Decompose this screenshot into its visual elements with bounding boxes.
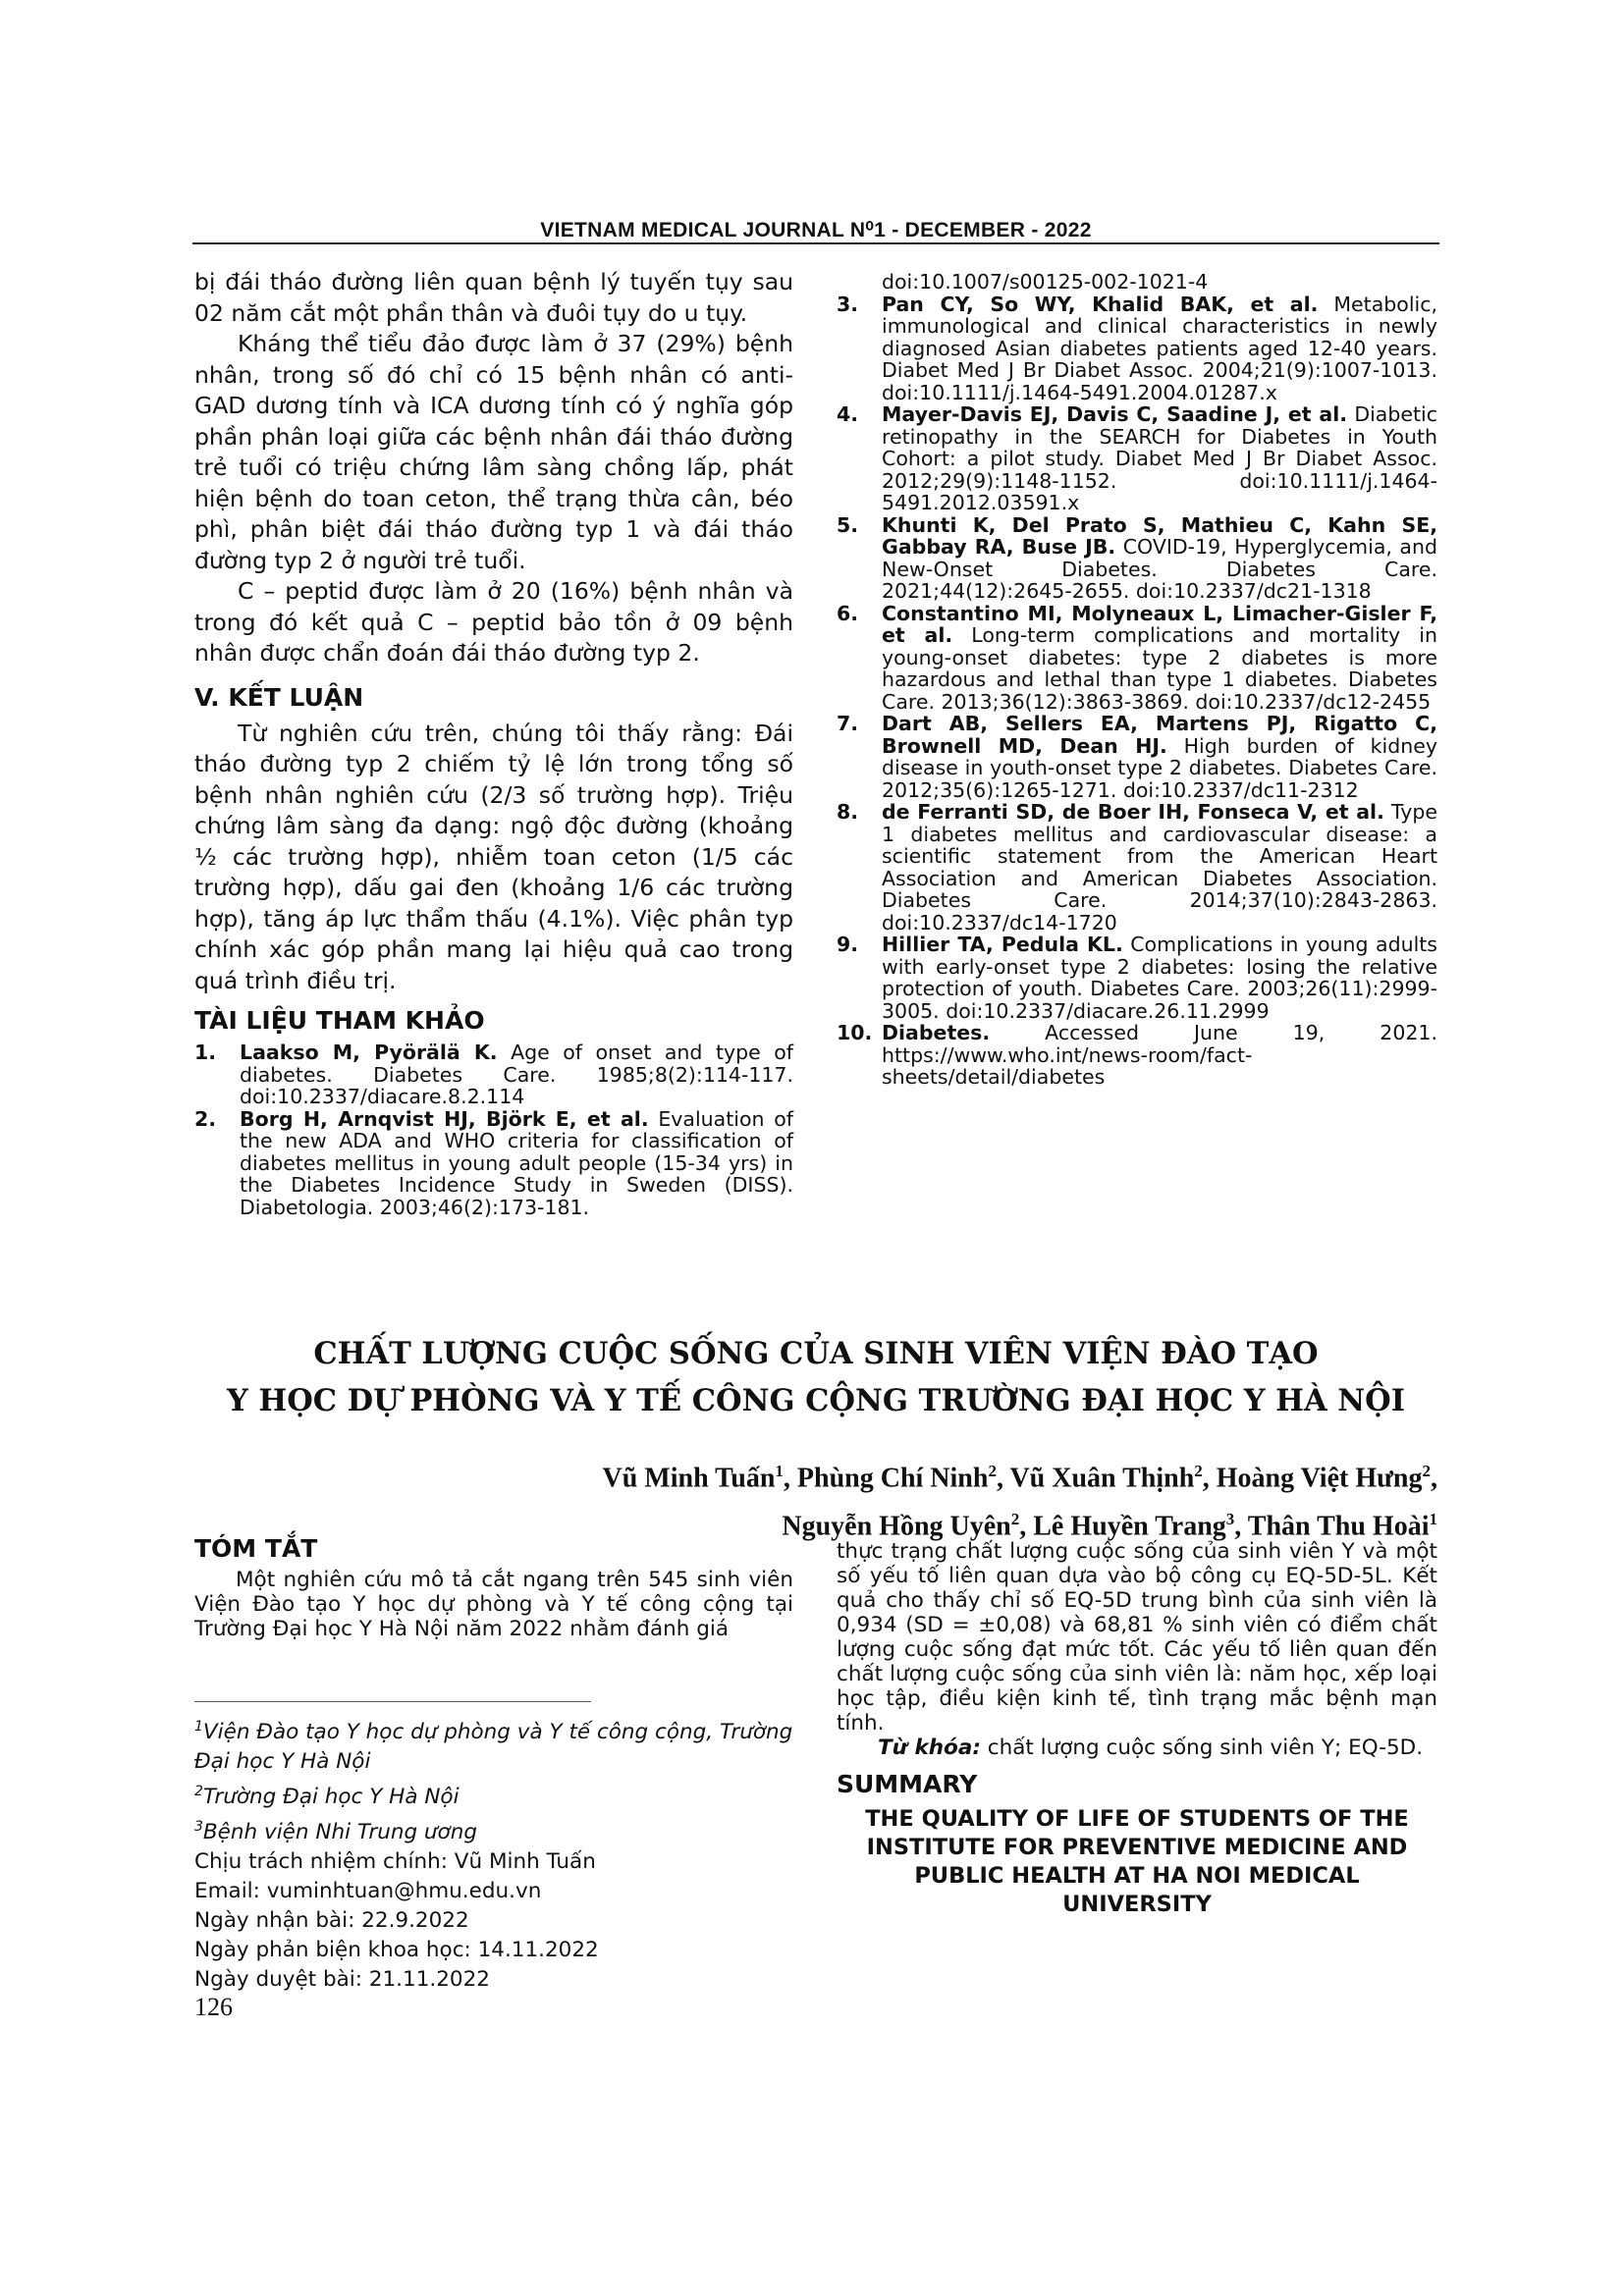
author-name: Vũ Minh Tuấn xyxy=(602,1463,776,1494)
reference-authors: Diabetes. xyxy=(882,1021,991,1044)
reference-item xyxy=(837,713,1437,801)
responsible-author: Chịu trách nhiệm chính: Vũ Minh Tuấn xyxy=(194,1849,596,1875)
author-name: Vũ Xuân Thịnh xyxy=(1009,1463,1195,1494)
reference-number: 5. xyxy=(837,512,859,537)
author-affiliation: 3 xyxy=(1225,1510,1235,1529)
reference-authors: Laakso M, Pyörälä K. xyxy=(240,1041,498,1064)
header-rule xyxy=(192,242,1439,244)
author-affiliation: 2 xyxy=(1010,1510,1020,1529)
review-date: Ngày phản biện khoa học: 14.11.2022 xyxy=(194,1938,599,1963)
reference-number: 7. xyxy=(837,712,859,735)
reference-text: Age of onset and type of diabetes. Diabetes Care. 1985;8(2):114-117. doi:10.2337/diacare.8.2.114 xyxy=(240,1041,794,1108)
conclusion-paragraph: Từ nghiên cứu trên, chúng tôi thấy rằng: Đái tháo đường typ 2 chiếm tỷ lệ lớn trong tổng số bệnh nhân nghiên cứu (2/3 số trường hợp). Triệu chứng lâm sàng đa dạng: ngộ độc đường (khoảng ½ các trường hợp), nhiễm toan ceton (1/5 các trường hợp), dấu gai đen (khoảng 1/6 các trường hợp), tăng áp lực thẩm thấu (4.1%). Việc phân typ chính xác góp phần mang lại hiệu quả cao trong quá trình điều trị. xyxy=(194,719,793,994)
reference-item xyxy=(194,1108,793,1219)
received-date: Ngày nhận bài: 22.9.2022 xyxy=(194,1908,469,1934)
reference-number: 3. xyxy=(837,292,859,316)
abstract-paragraph: Một nghiên cứu mô tả cắt ngang trên 545 sinh viên Viện Đào tạo Y học dự phòng và Y tế công cộng tại Trường Đại học Y Hà Nội năm 2022 nhằm đánh giá xyxy=(194,1568,793,1641)
reference-item xyxy=(837,603,1437,714)
left-column-body xyxy=(194,267,793,1218)
reference-number: 9. xyxy=(837,933,859,956)
journal-header: VIETNAM MEDICAL JOURNAL N⁰1 - DECEMBER - 2022 xyxy=(540,219,1092,241)
author-name: Nguyễn Hồng Uyên xyxy=(782,1511,1011,1542)
author-name: Phùng Chí Ninh xyxy=(796,1463,989,1494)
article-title xyxy=(192,1330,1439,1424)
affiliation-note: $^3$Bệnh viện Nhi Trung ương xyxy=(194,1819,477,1845)
reference-authors: Hillier TA, Pedula KL. xyxy=(882,933,1123,956)
abstract-left xyxy=(194,1534,793,1641)
author-list: Vũ Minh Tuấn$^1$, Phùng Chí Ninh$^2$, Vũ Xuân Thịnh$^2$, Hoàng Việt Hưng$^2$, Nguyễn Hồng Uyên$^2$, Lê Huyền Trang$^3$, Thân Thu Hoài$^1$ xyxy=(602,1462,1437,1542)
reference-item xyxy=(837,1022,1437,1089)
reference-item xyxy=(837,801,1437,934)
reference-authors: Dart AB, Sellers EA, Martens PJ, Rigatto C, Brownell MD, Dean HJ. xyxy=(882,712,1437,758)
reference-text: Long-term complications and mortality in young-onset diabetes: type 2 diabetes is more hazardous and lethal than type 1 diabetes. Diabetes Care. 2013;36(12):3863-3869. doi:10.2337/dc12-2455 xyxy=(882,623,1437,714)
reference-item xyxy=(837,514,1437,603)
reference-item xyxy=(837,294,1437,404)
reference-continuation: doi:10.1007/s00125-002-1021-4 xyxy=(882,270,1209,294)
reference-text: Diabetic retinopathy in the SEARCH for Diabetes in Youth Cohort: a pilot study. Diabet Med J Br Diabet Assoc. 2012;29(9):1148-1152. doi:10.1111/j.1464-5491.2012.03591.x xyxy=(882,402,1437,514)
reference-authors: Khunti K, Del Prato S, Mathieu C, Kahn SE, Gabbay RA, Buse JB. xyxy=(882,512,1437,559)
reference-authors: de Ferranti SD, de Boer IH, Fonseca V, et al. xyxy=(882,800,1384,824)
reference-item xyxy=(837,934,1437,1022)
abstract-paragraph: thực trạng chất lượng cuộc sống của sinh viên Y và một số yếu tố liên quan dựa vào bộ công cụ EQ-5D-5L. Kết quả cho thấy chỉ số EQ-5D trung bình của sinh viên là 0,934 (SD = ±0,08) và 68,81 % sinh viên có điểm chất lượng cuộc sống đạt mức tốt. Các yếu tố liên quan đến chất lượng cuộc sống của sinh viên là: năm học, xếp loại học tập, điều kiện kinh tế, tình trạng mắc bệnh mạn tính. xyxy=(837,1539,1437,1735)
author-name: Hoàng Việt Hưng xyxy=(1216,1463,1423,1494)
page-number: 126 xyxy=(194,1993,233,2021)
reference-text: Evaluation of the new ADA and WHO criteria for classification of diabetes mellitus in young adult people (15-34 yrs) in the Diabetes Incidence Study in Sweden (DISS). Diabetologia. 2003;46(2):173-181. xyxy=(240,1106,793,1219)
reference-item xyxy=(194,1041,793,1108)
reference-authors: Pan CY, So WY, Khalid BAK, et al. xyxy=(882,292,1319,316)
reference-number: 10. xyxy=(837,1021,873,1044)
author-affiliation: 1 xyxy=(1429,1510,1437,1529)
summary-heading: SUMMARY xyxy=(837,1770,978,1798)
paragraph: C – peptid được làm ở 20 (16%) bệnh nhân và trong đó kết quả C – peptid bảo tồn ở 09 bệnh nhân được chẩn đoán đái tháo đường typ 2. xyxy=(194,577,793,667)
reference-list xyxy=(194,1041,793,1218)
reference-authors: Mayer-Davis EJ, Davis C, Saadine J, et al. xyxy=(882,402,1348,426)
footnotes xyxy=(194,1712,803,1995)
author-name: Thân Thu Hoài xyxy=(1247,1511,1430,1542)
reference-text: Accessed June 19, 2021. https://www.who.int/news-room/fact-sheets/detail/diabetes xyxy=(882,1021,1437,1089)
reference-authors: Borg H, Arnqvist HJ, Björk E, et al. xyxy=(240,1106,649,1131)
paragraph: bị đái tháo đường liên quan bệnh lý tuyến tụy sau 02 năm cắt một phần thân và đuôi tụy do u tụy. xyxy=(194,268,793,327)
keywords: chất lượng cuộc sống sinh viên Y; EQ-5D. xyxy=(980,1735,1424,1760)
summary-title: THE QUALITY OF LIFE OF STUDENTS OF THE INSTITUTE FOR PREVENTIVE MEDICINE AND PUBLIC HEALTH AT HA NOI MEDICAL UNIVERSITY xyxy=(865,1806,1409,1917)
reference-number: 6. xyxy=(837,601,859,625)
author-affiliation: 1 xyxy=(775,1462,784,1480)
reference-authors: Constantino MI, Molyneaux L, Limacher-Gisler F, et al. xyxy=(882,601,1437,647)
right-column-references xyxy=(837,271,1437,1089)
reference-text: Complications in young adults with early-onset type 2 diabetes: losing the relative protection of youth. Diabetes Care. 2003;26(11):2999-3005. doi:10.2337/diacare.26.11.2999 xyxy=(882,933,1437,1023)
author-email: Email: vuminhtuan@hmu.edu.vn xyxy=(194,1879,542,1904)
author-affiliation: 2 xyxy=(988,1462,997,1480)
conclusion-heading: V. KẾT LUẬN xyxy=(194,682,364,712)
reference-text: Metabolic, immunological and clinical characteristics in newly diagnosed Asian diabetes patients aged 12-40 years. Diabet Med J Br Diabet Assoc. 2004;21(9):1007-1013. doi:10.1111/j.1464-5491.2004.01287.x xyxy=(882,292,1438,404)
reference-number: 4. xyxy=(837,402,859,426)
abstract-heading: TÓM TẮT xyxy=(194,1534,318,1563)
paragraph: Kháng thể tiểu đảo được làm ở 37 (29%) bệnh nhân, trong số đó chỉ có 15 bệnh nhân có anti- GAD dương tính và ICA dương tính có ý nghĩa góp phần phân loại giữa các bệnh nhân đái tháo đường trẻ tuổi có triệu chứng lâm sàng chồng lấp, phát hiện bệnh do toan ceton, thể trạng thừa cân, béo phì, phân biệt đái tháo đường typ 1 và đái tháo đường typ 2 ở người trẻ tuổi. xyxy=(194,330,793,574)
affiliation-note: $^1$Viện Đào tạo Y học dự phòng và Y tế công cộng, Trường Đại học Y Hà Nội xyxy=(194,1719,793,1775)
reference-text: High burden of kidney disease in youth-onset type 2 diabetes. Diabetes Care. 2012;35(6):1265-1271. doi:10.2337/dc11-2312 xyxy=(882,733,1438,802)
reference-text: Type 1 diabetes mellitus and cardiovascular disease: a scientific statement from the American Heart Association and American Diabetes Association. Diabetes Care. 2014;37(10):2843-2863. doi:10.2337/dc14-1720 xyxy=(882,800,1437,934)
keywords-label: Từ khóa: xyxy=(878,1735,981,1760)
reference-number: 2. xyxy=(194,1106,217,1131)
footnote-rule xyxy=(194,1701,591,1702)
author-name: Lê Huyền Trang xyxy=(1033,1511,1226,1542)
article-title-line: CHẤT LƯỢNG CUỘC SỐNG CỦA SINH VIÊN VIỆN ĐÀO TẠO xyxy=(313,1336,1319,1371)
affiliation-note: $^2$Trường Đại học Y Hà Nội xyxy=(194,1784,460,1810)
abstract-right xyxy=(837,1539,1437,1919)
author-affiliation: 2 xyxy=(1422,1462,1431,1480)
reference-item xyxy=(837,403,1437,514)
references-heading: TÀI LIỆU THAM KHẢO xyxy=(194,1006,485,1035)
reference-number: 1. xyxy=(194,1041,217,1064)
author-affiliation: 2 xyxy=(1194,1462,1203,1480)
accepted-date: Ngày duyệt bài: 21.11.2022 xyxy=(194,1967,490,1993)
reference-text: COVID-19, Hyperglycemia, and New-Onset Diabetes. Diabetes Care. 2021;44(12):2645-2655. doi:10.2337/dc21-1318 xyxy=(882,535,1437,603)
reference-number: 8. xyxy=(837,800,859,824)
article-title-line: Y HỌC DỰ PHÒNG VÀ Y TẾ CÔNG CỘNG TRƯỜNG ĐẠI HỌC Y HÀ NỘI xyxy=(227,1383,1405,1418)
